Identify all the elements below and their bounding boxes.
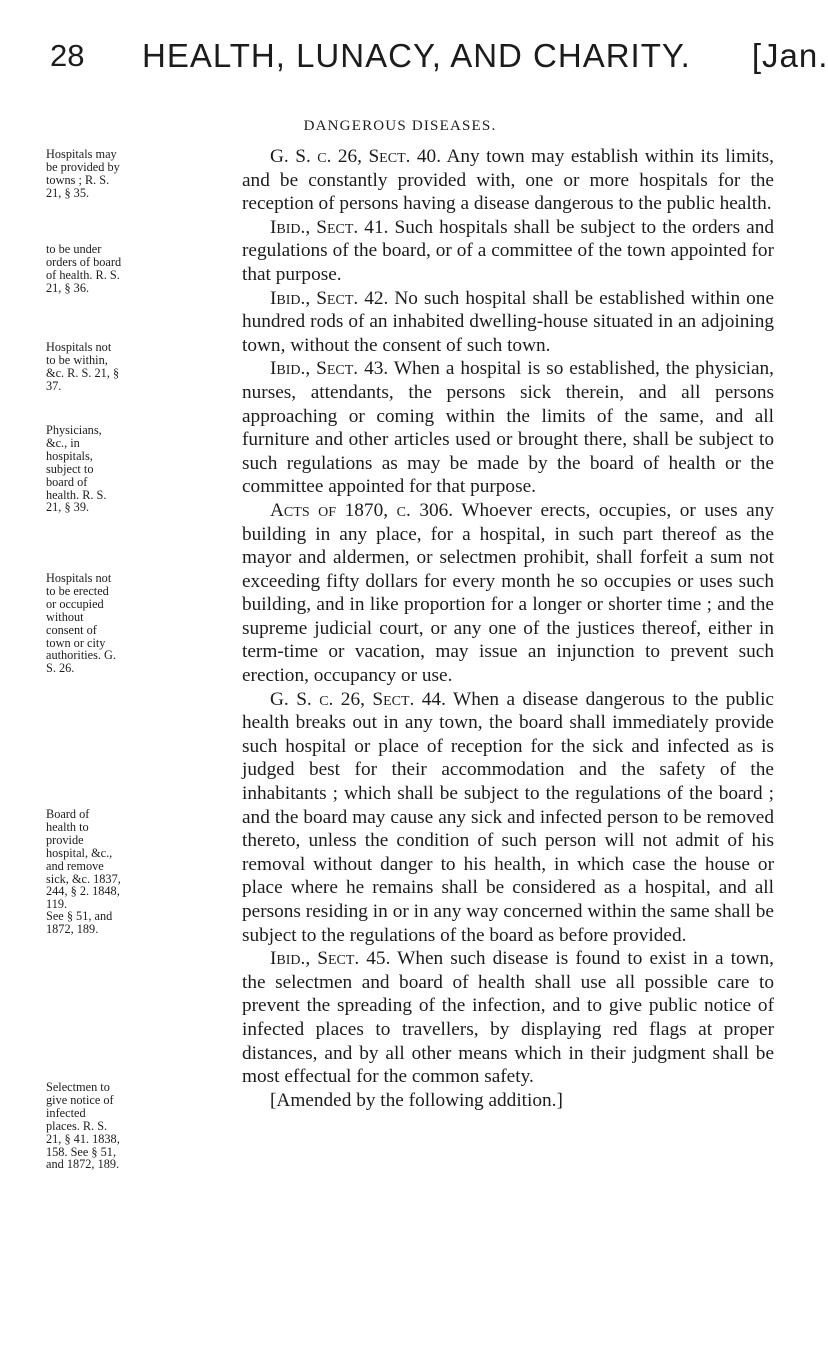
citation: Ibid., Sect. 43. <box>270 358 389 380</box>
paragraph-text: Whoever erects, occupies, or uses any building in any place, for a hospital, in such part thereof as the mayor and aldermen, or selectmen prohibit, shall forfeit a sum not exceeding fifty dollars for every month he so occupies or uses such building, and in like proportion for a longer or shorter time ; and the supreme judicial court, or any one of the justices thereof, either in term-time or vacation, may issue an injunction to prevent such erection, occupancy or use. <box>242 499 775 687</box>
running-head-title-text: HEALTH, LUNACY, AND CHARITY. <box>142 37 691 74</box>
citation: G. S. c. 26, Sect. 44. <box>270 688 446 710</box>
running-head-title <box>142 36 828 76</box>
paragraph-text: When a disease dangerous to the public health breaks out in any town, the board shall immediately provide such hospital or place of reception for the sick and infected as is judged best for their accommodation and the safety of the inhabitants ; which shall be subject to the regulations of the board ; and the board may cause any sick and infected person to be removed thereto, unless the condition of such person will not admit of his removal without danger to his health, in which case the house or place where he remains shall be considered as a hospital, and all persons residing in or in any way concerned within the same shall be subject to the regulations of the board as before provided. <box>242 688 774 946</box>
paragraph-text: No such hospital shall be established within one hundred rods of an inhabited dwelling-house situated in an adjoining town, without the consent of such town. <box>242 287 774 356</box>
paragraph-text: [Amended by the following addition.] <box>270 1089 563 1111</box>
margin-note: Physicians, &c., in hospitals, subject to board of health. R. S. 21, § 39. <box>46 423 107 515</box>
margin-note: Selectmen to give notice of infected places. R. S. 21, § 41. 1838, 158. See § 51, and 1872, 189. <box>46 1080 120 1172</box>
section-title: DANGEROUS DISEASES. <box>303 118 497 134</box>
citation: Ibid., Sect. 45. <box>270 948 391 970</box>
running-head <box>50 36 828 76</box>
paragraph-text: Any town may establish within its limits, and be constantly provided with, one or more hospitals for the reception of persons having a disease dangerous to the public health. <box>242 146 774 215</box>
margin-note: Hospitals not to be erected or occupied without consent of town or city authorities. G. S. 26. <box>46 571 117 676</box>
citation: Ibid., Sect. 41. <box>270 216 389 238</box>
paragraph-text: When a hospital is so established, the physician, nurses, attendants, the persons sick therein, and all persons approaching or coming within the limits of the same, and all furniture and other articles used or brought there, shall be subject to such regulations as may be made by the board of health or the committee appointed for that purpose. <box>242 358 774 498</box>
running-head-month: [Jan. <box>751 37 828 74</box>
citation: Ibid., Sect. 42. <box>270 287 389 309</box>
citation: Acts of 1870, c. 306. <box>270 499 454 521</box>
paragraph-text: When such disease is found to exist in a town, the selectmen and board of health shall use all possible care to prevent the spreading of the infection, and to give public notice of infected places to travellers, by displaying red flags at proper distances, and by all other means which in their judgment shall be most effectual for the common safety. <box>242 948 775 1088</box>
paragraph-amendment-note <box>242 1089 774 1113</box>
paragraph-sect-42 <box>242 287 774 358</box>
paragraph-text: Such hospitals shall be subject to the orders and regulations of the board, or of a committee of the town appointed for that purpose. <box>242 216 774 285</box>
margin-note: Hospitals may be provided by towns ; R. S. 21, § 35. <box>46 147 120 200</box>
paragraph-sect-44 <box>242 688 774 948</box>
paragraph-sect-41 <box>242 216 774 287</box>
paragraph-sect-45 <box>242 947 774 1089</box>
margin-note: to be under orders of board of health. R. S. 21, § 36. <box>46 242 122 295</box>
statute-text <box>242 145 774 1112</box>
margin-note: Hospitals not to be within, &c. R. S. 21, § 37. <box>46 340 120 393</box>
margin-note: See § 51, and 1872, 189. <box>46 909 113 936</box>
margin-note: Board of health to provide hospital, &c., and remove sick, &c. 1837, 244, § 2. 1848, 119. <box>46 807 121 912</box>
paragraph-sect-43 <box>242 357 774 499</box>
paragraph-sect-40 <box>242 145 774 216</box>
paragraph-acts-1870 <box>242 499 774 688</box>
page-number: 28 <box>50 38 85 73</box>
citation: G. S. c. 26, Sect. 40. <box>270 146 442 167</box>
